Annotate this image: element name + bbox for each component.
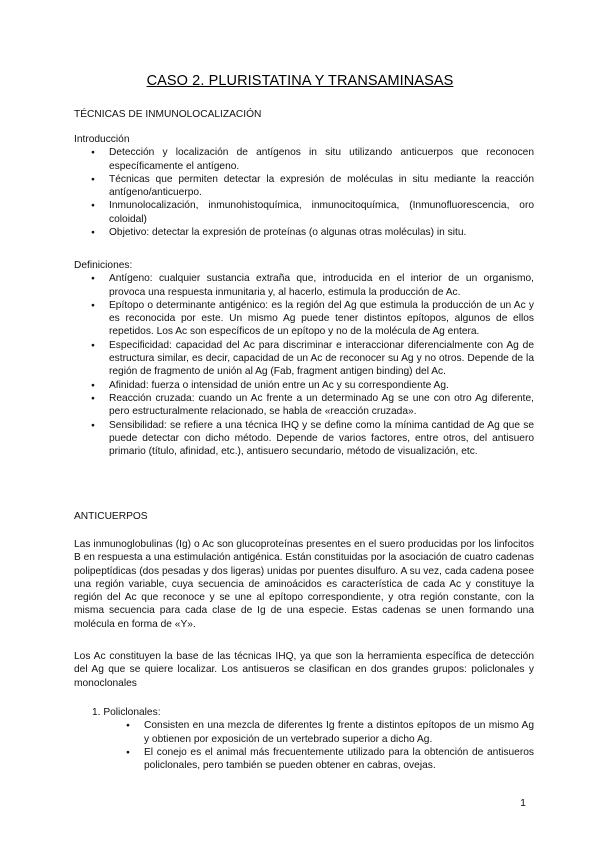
section-antibodies bbox=[74, 510, 534, 523]
antibodies-paragraph-2 bbox=[74, 650, 534, 690]
introduction-heading: Introducción bbox=[74, 134, 130, 145]
definitions-block bbox=[74, 259, 534, 458]
numbered-item-label: 1. Policlonales: bbox=[92, 707, 161, 718]
definitions-heading: Definiciones: bbox=[74, 260, 133, 271]
list-item: ● Sensibilidad: se refiere a una técnica IHQ y se define como la mínima cantidad de Ag que se puede detectar con dicho método. Depende de varios factores, entre otros, del antisuero primario (título, afinidad, etc.), antisuero secundario, método de visualización, etc. bbox=[74, 419, 534, 459]
introduction-block bbox=[74, 133, 534, 239]
numbered-item bbox=[74, 706, 534, 772]
list-item: ● Epítopo o determinante antigénico: es la región del Ag que estimula la producción de un Ac y es reconocida por este. Un mismo Ag puede tener distintos epítopos, algunos de ellos repetidos. Los Ac son específicos de un epítopo y no de la molécula de Ag entera. bbox=[74, 299, 534, 339]
list-item: ● Consisten en una mezcla de diferentes Ig frente a distintos epítopos de un mismo Ag y obtienen por exposición de un vertebrado superior a dicho Ag. bbox=[74, 719, 534, 746]
antibodies-paragraph-1 bbox=[74, 538, 534, 631]
page-number: 1 bbox=[520, 797, 526, 809]
numbered-list bbox=[74, 706, 534, 772]
definitions-list bbox=[74, 272, 534, 458]
paragraph: Las inmunoglobulinas (Ig) o Ac son glucoproteínas presentes en el suero producidas por los linfocitos B en respuesta a una estimulación antigénica. Están constituidas por la asociación de cuatro cadenas polipeptídicas (dos pesadas y dos ligeras) unidas por puentes disulfuro. A su vez, cada cadena posee una región variable, cuya secuencia de aminoácidos es característica de cada Ac y constituye la región del Ac que reconoce y se une al epítopo correspondiente, y otra región constante, con la misma secuencia para cada clase de Ig de una especie. Estas cadenas se unen formando una molécula en forma de «Y». bbox=[74, 539, 534, 630]
section-immunolocalization bbox=[74, 108, 534, 121]
list-item: ● Especificidad: capacidad del Ac para discriminar e interaccionar diferencialmente con Ag de estructura similar, es decir, capacidad de un Ac de reconocer su Ag y no otros. Depende de la región de fragmento de unión al Ag (Fab, fragment antigen binding) del Ac. bbox=[74, 339, 534, 379]
list-item: ● El conejo es el animal más frecuentemente utilizado para la obtención de antisueros policlonales, pero también se pueden obtener en cabras, ovejas. bbox=[74, 746, 534, 773]
list-item: ● Técnicas que permiten detectar la expresión de moléculas in situ mediante la reacción antígeno/anticuerpo. bbox=[74, 173, 534, 200]
paragraph: Los Ac constituyen la base de las técnicas IHQ, ya que son la herramienta específica de detección del Ag que se quiere localizar. Los antisueros se clasifican en dos grandes grupos: policlonales y monoclonales bbox=[74, 651, 534, 689]
introduction-list bbox=[74, 146, 534, 239]
list-item: ● Reacción cruzada: cuando un Ac frente a un determinado Ag se une con otro Ag diferente, pero estructuralmente relacionado, se habla de «reacción cruzada». bbox=[74, 392, 534, 419]
list-item: ● Objetivo: detectar la expresión de proteínas (o algunas otras moléculas) in situ. bbox=[74, 226, 534, 239]
section-heading-immunolocalization: TÉCNICAS DE INMUNOLOCALIZACIÓN bbox=[74, 109, 262, 120]
list-item: ● Detección y localización de antígenos in situ utilizando anticuerpos que reconocen específicamente el antígeno. bbox=[74, 146, 534, 173]
document-title: CASO 2. PLURISTATINA Y TRANSAMINASAS bbox=[146, 73, 454, 89]
list-item: ● Antígeno: cualquier sustancia extraña que, introducida en el interior de un organismo, provoca una respuesta inmunitaria y, al hacerlo, estimula la producción de Ac. bbox=[74, 272, 534, 299]
section-heading-antibodies: ANTICUERPOS bbox=[74, 511, 148, 522]
polyclonal-sublist bbox=[74, 719, 534, 772]
polyclonal-block bbox=[74, 706, 534, 772]
list-item: ● Afinidad: fuerza o intensidad de unión entre un Ac y su correspondiente Ag. bbox=[74, 379, 534, 392]
list-item: ● Inmunolocalización, inmunohistoquímica, inmunocitoquímica, (Inmunofluorescencia, oro coloidal) bbox=[74, 199, 534, 226]
